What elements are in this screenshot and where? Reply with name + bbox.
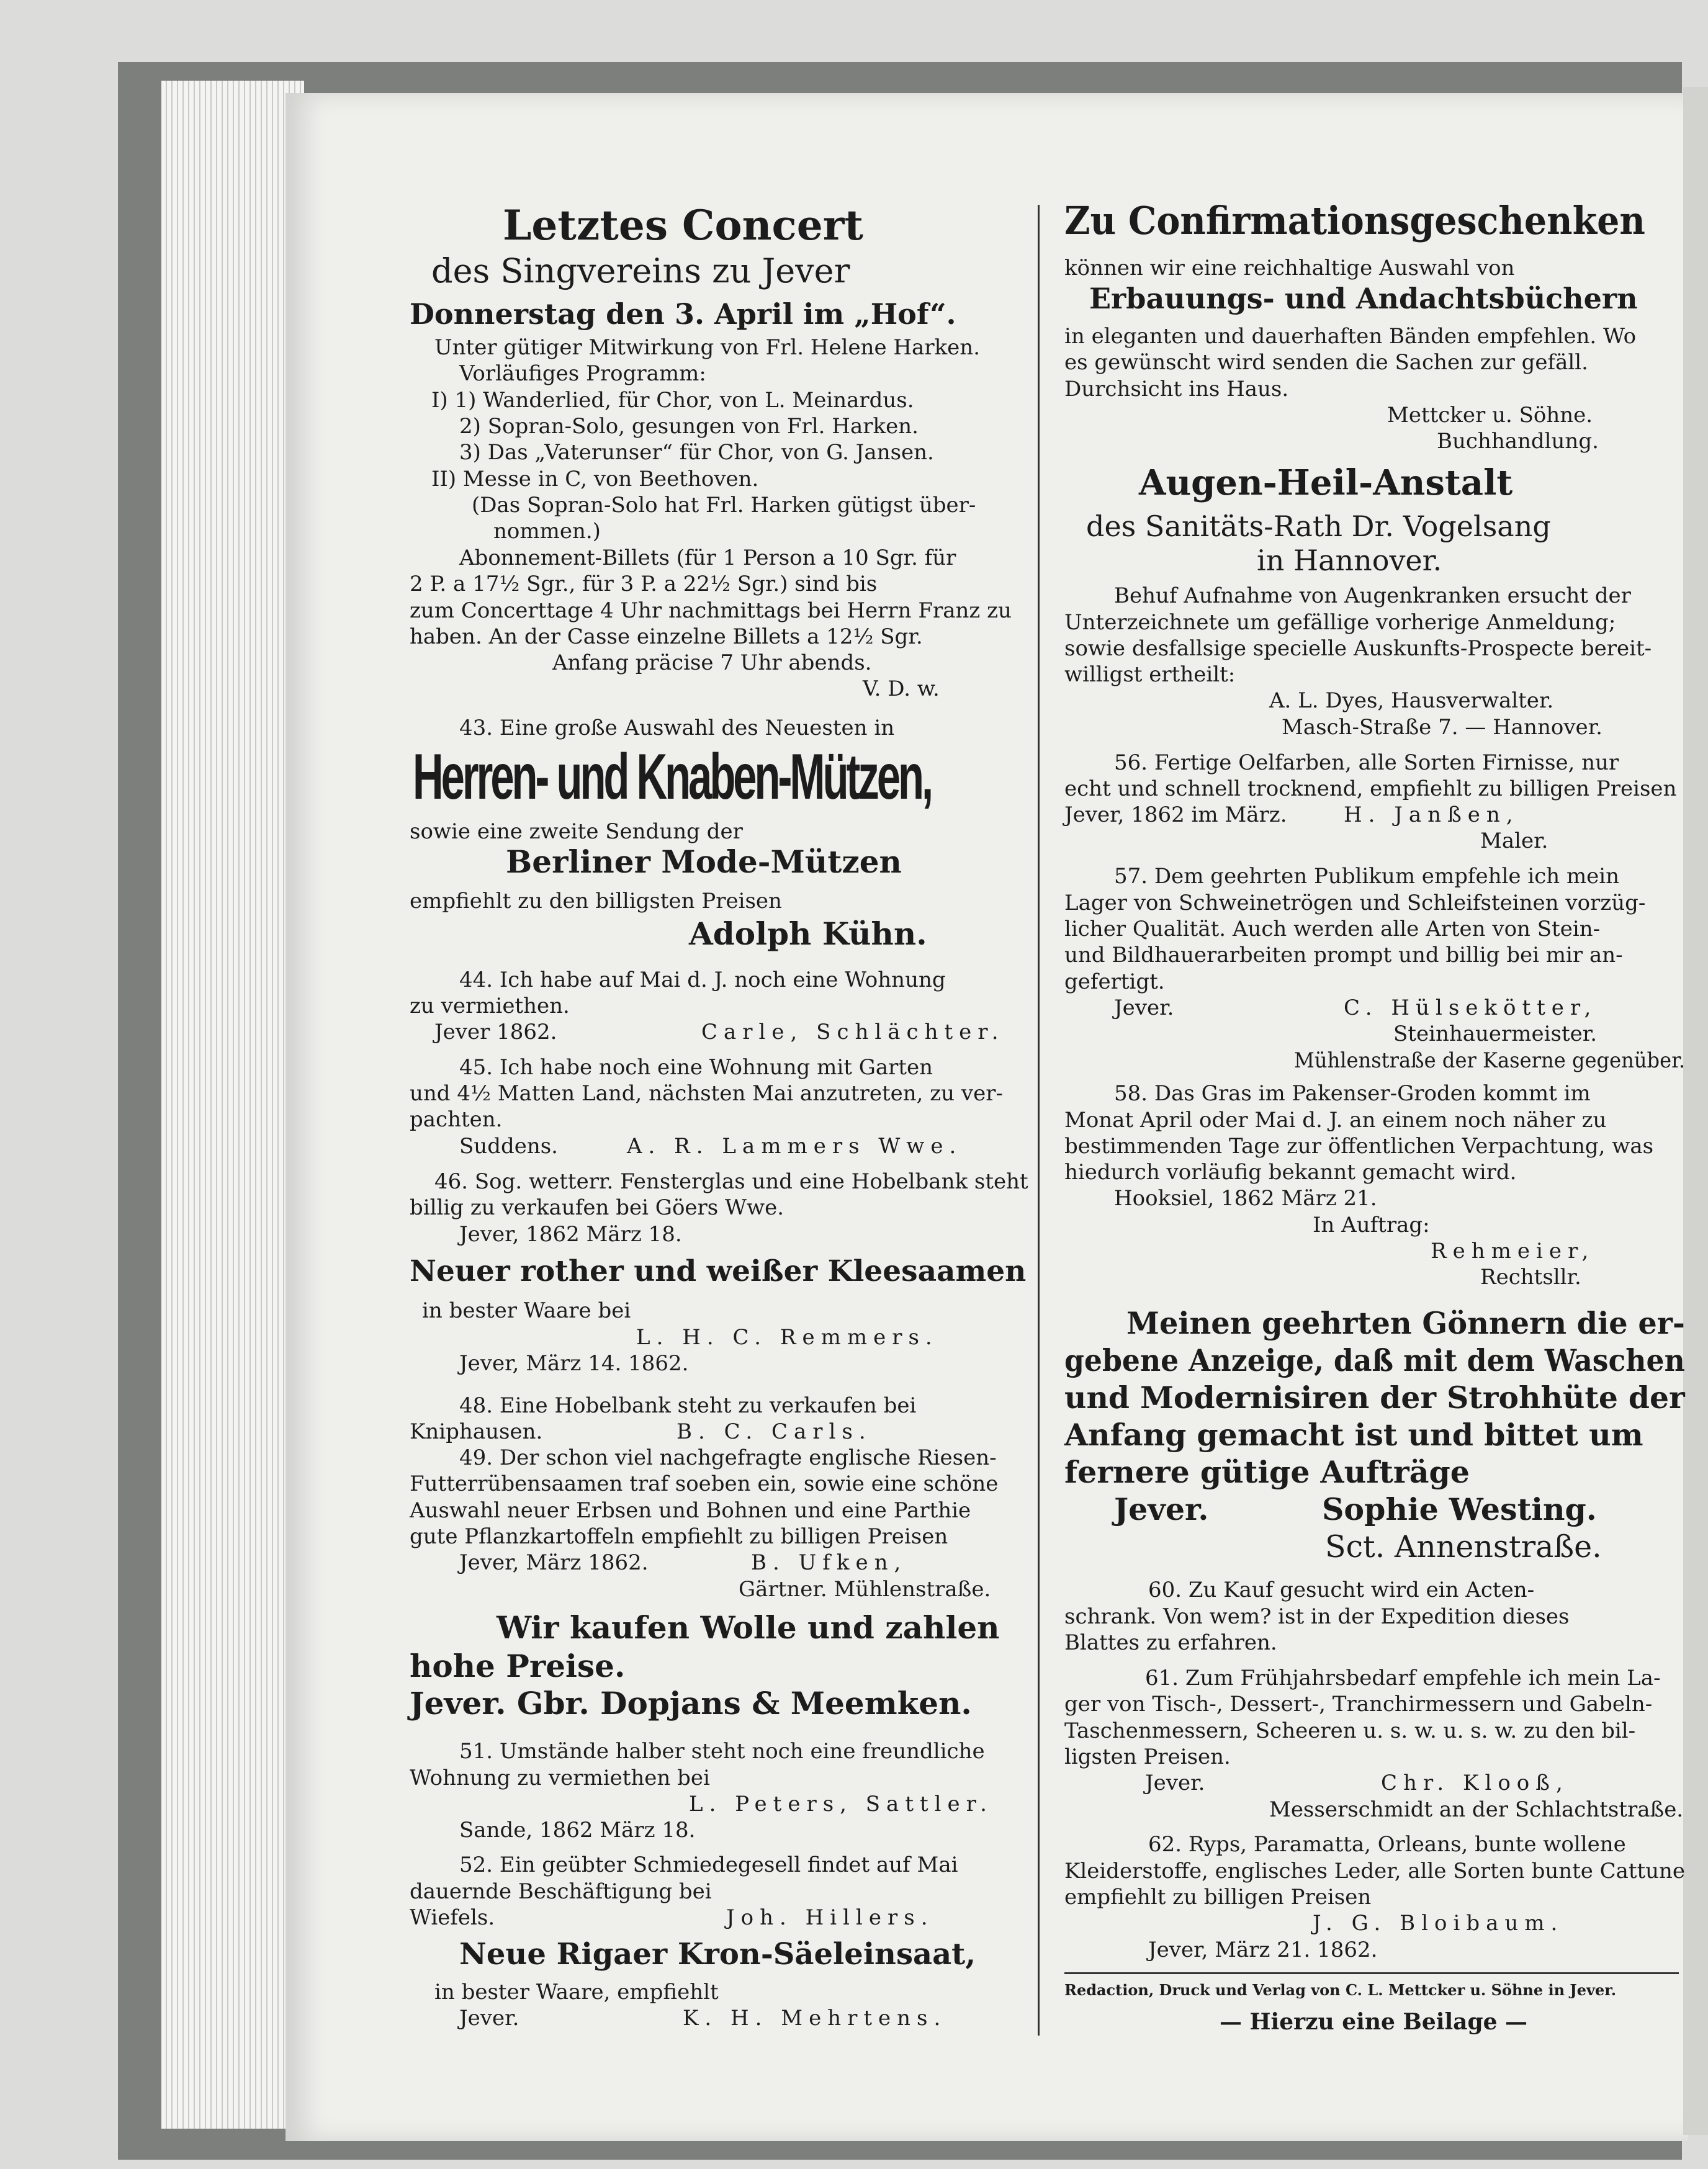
ad49-line: 49. Der schon viel nachgefragte englische Riesen-: [459, 1445, 997, 1470]
ad60-line: schrank. Von wem? ist in der Expedition dieses: [1064, 1604, 1570, 1629]
footer-rule: [1064, 1972, 1679, 1974]
ad43-line2: sowie eine zweite Sendung der: [410, 819, 743, 844]
ad62-line: empfiehlt zu billigen Preisen: [1064, 1885, 1372, 1910]
ad55-sub1: des Sanitäts-Rath Dr. Vogelsang: [1086, 510, 1551, 543]
ad59-sign: Sophie Westing.: [1322, 1491, 1597, 1527]
ad47-sign: L. H. C. Remmers.: [636, 1325, 938, 1350]
concert-line: nommen.): [493, 519, 601, 544]
concert-line: Vorläufiges Programm:: [459, 361, 706, 386]
ad54-line1: können wir eine reichhaltige Auswahl von: [1064, 256, 1515, 281]
ad58-place: Hooksiel, 1862 März 21.: [1114, 1186, 1377, 1211]
ad57-line: Lager von Schweinetrögen und Schleifsteinen vorzüg-: [1064, 891, 1646, 915]
ad55-line: Unterzeichnete um gefällige vorherige Anmeldung;: [1064, 610, 1616, 635]
ad43-line3: empfiehlt zu den billigsten Preisen: [410, 889, 782, 914]
ad54-line: in eleganten und dauerhaften Bänden empfehlen. Wo: [1064, 324, 1637, 349]
ad45-line: und 4½ Matten Land, nächsten Mai anzutreten, zu ver-: [410, 1081, 1003, 1106]
ad51-line: 51. Umstände halber steht noch eine freundliche: [459, 1739, 985, 1764]
ad53-sign: K. H. Mehrtens.: [683, 2006, 947, 2031]
ad57-sign2: Steinhauermeister.: [1393, 1022, 1598, 1046]
ad50-line3: Jever. Gbr. Dopjans & Meemken.: [410, 1685, 972, 1722]
ad54-line: es gewünscht wird senden die Sachen zur gefäll.: [1064, 350, 1588, 375]
ad52-line: 52. Ein geübter Schmiedegesell findet auf Mai: [459, 1852, 958, 1877]
ad61-line: Taschenmessern, Scheeren u. s. w. u. s. w. zu den bil-: [1064, 1718, 1636, 1743]
imprint: Redaction, Druck und Verlag von C. L. Mettcker u. Söhne in Jever.: [1064, 1981, 1617, 1999]
ad60-line: Blattes zu erfahren.: [1064, 1630, 1277, 1655]
page-edges: [161, 81, 304, 2129]
concert-line: 2) Sopran-Solo, gesungen von Frl. Harken.: [459, 414, 919, 439]
ad59-line: Anfang gemacht ist und bittet um: [1064, 1417, 1643, 1453]
ad49-line: gute Pflanzkartoffeln empfiehlt zu billigen Preisen: [410, 1524, 948, 1549]
ad44-place: Jever 1862.: [434, 1020, 557, 1044]
ad55-line: Behuf Aufnahme von Augenkranken ersucht der: [1114, 583, 1631, 608]
ad61-line: 61. Zum Frühjahrsbedarf empfehle ich mein La-: [1145, 1666, 1661, 1691]
concert-line: II) Messe in C, von Beethoven.: [431, 467, 759, 492]
ad55-line: willigst ertheilt:: [1064, 662, 1236, 687]
ad59-sign2: Sct. Annenstraße.: [1325, 1529, 1602, 1565]
ad43-sign: Adolph Kühn.: [689, 915, 927, 952]
ad58-line: Monat April oder Mai d. J. an einem noch näher zu: [1064, 1108, 1607, 1133]
ad55-headline: Augen-Heil-Anstalt: [1139, 462, 1513, 503]
ad46-line: billig zu verkaufen bei Göers Wwe.: [410, 1195, 784, 1220]
ad58-line: hiedurch vorläufig bekannt gemacht wird.: [1064, 1160, 1517, 1185]
ad59-line: gebene Anzeige, daß mit dem Waschen: [1064, 1342, 1685, 1378]
ad49-line: Auswahl neuer Erbsen und Bohnen und eine Parthie: [410, 1498, 971, 1523]
ad57-sign: C. Hülsekötter,: [1344, 995, 1598, 1020]
ad46-place: Jever, 1862 März 18.: [459, 1222, 682, 1247]
ad57-line: licher Qualität. Auch werden alle Arten von Stein-: [1064, 917, 1601, 941]
concert-subtitle: des Singvereins zu Jever: [431, 251, 850, 290]
ad49-sign2: Gärtner. Mühlenstraße.: [739, 1577, 991, 1602]
concert-line: 2 P. a 17½ Sgr., für 3 P. a 22½ Sgr.) sind bis: [410, 572, 878, 596]
ad45-line: pachten.: [410, 1107, 503, 1132]
beilage-note: — Hierzu eine Beilage —: [1220, 2009, 1528, 2035]
ad59-line: Meinen geehrten Gönnern die er-: [1126, 1305, 1685, 1341]
next-page-edge: [1683, 87, 1708, 2135]
concert-line: I) 1) Wanderlied, für Chor, von L. Meinardus.: [431, 388, 914, 413]
ad61-line: ligsten Preisen.: [1064, 1745, 1231, 1769]
ad57-line: und Bildhauerarbeiten prompt und billig bei mir an-: [1064, 943, 1623, 968]
ad54-sign: Mettcker u. Söhne.: [1387, 403, 1593, 428]
concert-line: 3) Das „Vaterunser“ für Chor, von G. Jansen.: [459, 440, 934, 465]
ad49-sign: B. Ufken,: [751, 1550, 907, 1575]
ad62-sign: J. G. Bloibaum.: [1313, 1911, 1564, 1936]
ad53-place: Jever.: [459, 2006, 519, 2031]
ad61-sign2: Messerschmidt an der Schlachtstraße.: [1269, 1797, 1684, 1822]
ad58-line: 58. Das Gras im Pakenser-Groden kommt im: [1114, 1081, 1591, 1106]
ad61-line: ger von Tisch-, Dessert-, Tranchirmessern und Gabeln-: [1064, 1692, 1653, 1717]
concert-date: Donnerstag den 3. April im „Hof“.: [410, 297, 956, 331]
ad58-sign2: Rechtsllr.: [1480, 1265, 1581, 1290]
ad50-line2: hohe Preise.: [410, 1648, 626, 1684]
column-divider: [1038, 205, 1040, 2036]
ad58-line: bestimmenden Tage zur öffentlichen Verpachtung, was: [1064, 1134, 1654, 1159]
ad47-headline: Neuer rother und weißer Kleesaamen: [410, 1254, 1027, 1288]
ad54-sign2: Buchhandlung.: [1437, 429, 1599, 454]
ad53-headline: Neue Rigaer Kron-Säeleinsaat,: [459, 1937, 976, 1972]
ad47-line: in bester Waare bei: [422, 1298, 631, 1323]
ad45-place: Suddens.: [459, 1134, 558, 1159]
concert-line: Unter gütiger Mitwirkung von Frl. Helene Harken.: [434, 335, 981, 360]
ad56-line: 56. Fertige Oelfarben, alle Sorten Firnisse, nur: [1114, 750, 1619, 775]
ad55-sub2: in Hannover.: [1257, 544, 1442, 577]
ad50-line1: Wir kaufen Wolle und zahlen: [497, 1609, 1000, 1646]
concert-title: Letztes Concert: [503, 201, 863, 249]
ad55-sign: A. L. Dyes, Hausverwalter.: [1269, 688, 1554, 713]
ad57-line: 57. Dem geehrten Publikum empfehle ich mein: [1114, 864, 1620, 889]
ad54-line: Durchsicht ins Haus.: [1064, 377, 1289, 402]
concert-line: Anfang präcise 7 Uhr abends.: [552, 650, 872, 675]
concert-line: zum Concerttage 4 Uhr nachmittags bei Herrn Franz zu: [410, 598, 1012, 623]
ad49-place: Jever, März 1862.: [459, 1550, 649, 1575]
ad48-place: Kniphausen.: [410, 1419, 543, 1444]
ad62-place: Jever, März 21. 1862.: [1148, 1938, 1378, 1962]
ad51-sign: L. Peters, Sattler.: [689, 1792, 993, 1816]
ad48-sign: B. C. Carls.: [676, 1419, 872, 1444]
ad45-line: 45. Ich habe noch eine Wohnung mit Garten: [459, 1055, 933, 1080]
concert-line: Abonnement-Billets (für 1 Person a 10 Sgr. für: [459, 546, 956, 570]
ad45-sign: A. R. Lammers Wwe.: [627, 1134, 963, 1159]
ad53-line: in bester Waare, empfiehlt: [434, 1980, 719, 2005]
ad57-line: gefertigt.: [1064, 969, 1165, 994]
ad59-line: und Modernisiren der Strohhüte der: [1064, 1380, 1685, 1416]
ad46-line: 46. Sog. wetterr. Fensterglas und eine Hobelbank steht: [434, 1169, 1028, 1194]
ad52-sign: Joh. Hillers.: [726, 1905, 934, 1930]
ad44-line: 44. Ich habe auf Mai d. J. noch eine Wohnung: [459, 968, 946, 992]
concert-sign: V. D. w.: [863, 676, 940, 701]
ad43-headline: Herren- und Knaben-Mützen,: [413, 741, 932, 813]
ad55-sign2: Masch-Straße 7. — Hannover.: [1282, 715, 1602, 740]
ad51-place: Sande, 1862 März 18.: [459, 1818, 696, 1843]
ad44-sign: Carle, Schlächter.: [701, 1020, 1005, 1044]
ad62-line: 62. Ryps, Paramatta, Orleans, bunte wollene: [1148, 1832, 1626, 1857]
ad61-sign: Chr. Klooß,: [1381, 1771, 1569, 1795]
ad58-sign: Rehmeier,: [1431, 1239, 1595, 1264]
ad47-place: Jever, März 14. 1862.: [459, 1351, 689, 1376]
ad57-place: Jever.: [1114, 995, 1174, 1020]
ad59-place: Jever.: [1114, 1491, 1209, 1527]
concert-line: (Das Sopran-Solo hat Frl. Harken gütigst über-: [472, 493, 976, 518]
ad44-line: zu vermiethen.: [410, 994, 570, 1018]
concert-line: haben. An der Casse einzelne Billets a 12½ Sgr.: [410, 624, 923, 649]
ad61-place: Jever.: [1145, 1771, 1205, 1795]
ad56-sign: H. Janßen,: [1344, 802, 1519, 827]
ad56-sign2: Maler.: [1480, 829, 1548, 853]
ad59-line: fernere gütige Aufträge: [1064, 1454, 1470, 1490]
ad54-bold: Erbauungs- und Andachtsbüchern: [1089, 282, 1638, 315]
ad43-intro: 43. Eine große Auswahl des Neuesten in: [459, 716, 895, 740]
ad57-sign3: Mühlenstraße der Kaserne gegenüber.: [1294, 1048, 1686, 1073]
ad55-line: sowie desfallsige specielle Auskunfts-Prospecte bereit-: [1064, 636, 1652, 661]
ad62-line: Kleiderstoffe, englisches Leder, alle Sorten bunte Cattune: [1064, 1859, 1686, 1884]
ad52-place: Wiefels.: [410, 1905, 495, 1930]
ad56-place: Jever, 1862 im März.: [1064, 802, 1287, 827]
ad43-bold: Berliner Mode-Mützen: [506, 843, 902, 880]
ad51-line: Wohnung zu vermiethen bei: [410, 1766, 710, 1790]
ad49-line: Futterrübensaamen traf soeben ein, sowie eine schöne: [410, 1471, 999, 1496]
ad54-headline: Zu Confirmationsgeschenken: [1064, 198, 1645, 243]
ad58-auftrag: In Auftrag:: [1313, 1213, 1430, 1237]
ad52-line: dauernde Beschäftigung bei: [410, 1879, 712, 1904]
ad56-line: echt und schnell trocknend, empfiehlt zu billigen Preisen: [1064, 776, 1677, 801]
ad48-line: 48. Eine Hobelbank steht zu verkaufen bei: [459, 1393, 917, 1418]
ad60-line: 60. Zu Kauf gesucht wird ein Acten-: [1148, 1578, 1535, 1602]
